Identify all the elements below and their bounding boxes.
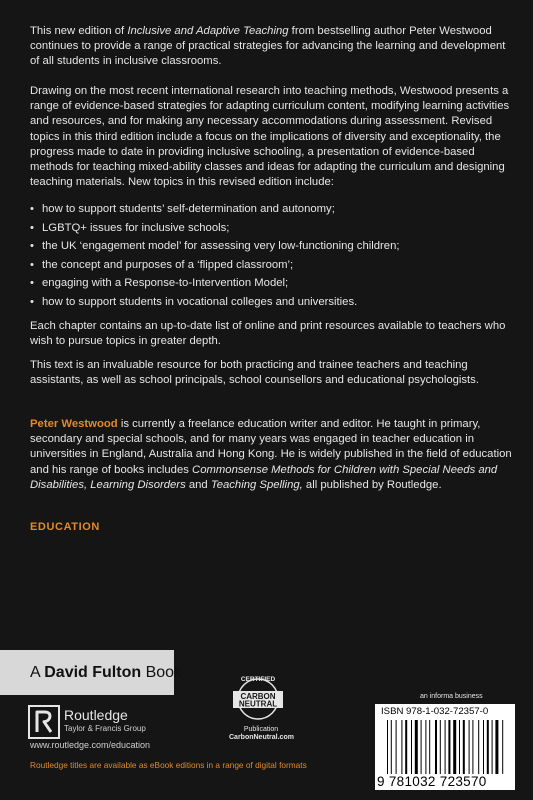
author-bio xyxy=(30,417,512,493)
badge-main-text-2: NEUTRAL xyxy=(238,699,278,709)
publisher-name: Routledge xyxy=(64,707,128,723)
list-item: • the UK ‘engagement model’ for assessing very low-functioning children; xyxy=(30,240,400,252)
routledge-logo-icon xyxy=(28,705,60,739)
bio-text-end: all published by Routledge. xyxy=(302,478,442,491)
list-item: • the concept and purposes of a ‘flipped classroom’; xyxy=(30,258,294,271)
author-name: Peter Westwood xyxy=(30,418,118,430)
intro-paragraph xyxy=(30,24,512,70)
publisher-url: www.routledge.com/education xyxy=(30,740,151,750)
resources-text: Each chapter contains an up-to-date list of online and print resources available to teachers who wish to pursue topics in greater depth. xyxy=(30,320,506,348)
informa-tagline: an informa business xyxy=(420,693,483,700)
imprint-banner xyxy=(0,650,183,695)
barcode-digits: 9 781032 723570 xyxy=(377,774,487,789)
isbn-text: ISBN 978-1-032-72357-0 xyxy=(381,706,489,717)
carbon-url: CarbonNeutral.com xyxy=(229,734,294,741)
intro-text-cont: from bestselling author Peter Westwood continues to provide a range of practical strategies for advancing the learning and development of all students in inclusive classrooms. xyxy=(30,25,506,68)
list-item-text: LGBTQ+ issues for inclusive schools; xyxy=(42,221,230,234)
audience-text: This text is an invaluable resource for both practicing and trainee teachers and teaching assistants, as well as school principals, school counsellors and educational psychologists. xyxy=(30,359,479,387)
book-title: Inclusive and Adaptive Teaching xyxy=(127,25,289,37)
imprint-name: David Fulton xyxy=(44,663,142,681)
publisher-group: Taylor & Francis Group xyxy=(64,724,146,733)
badge-main-text-1: CARBON xyxy=(240,692,276,701)
list-item: • LGBTQ+ issues for inclusive schools; xyxy=(30,221,230,234)
research-text: Drawing on the most recent international research into teaching methods, Westwood presents a range of evidence-based strategies for adapting curriculum content, modifying learning activities and resources, and for making any necessary accommodations during assessment. Revised topics in this third edition include a focus on the implications of diversity and exceptionality, the progress made to date in providing inclusive schooling, a presentation of evidence-based methods for teaching mixed-ability classes and ideas for adapting the curriculum and designing teaching materials. New topics in this revised edition include: xyxy=(30,85,510,189)
research-paragraph xyxy=(30,84,512,190)
book-title-spelling: Teaching Spelling, xyxy=(210,478,303,491)
carbon-neutral-caption xyxy=(229,726,293,742)
imprint-suffix: Book xyxy=(141,663,183,681)
carbon-publication-label: Publication xyxy=(243,726,279,733)
carbon-neutral-badge-icon xyxy=(229,673,287,723)
list-item-text: engaging with a Response-to-Intervention Model; xyxy=(42,277,289,289)
intro-text: This new edition of xyxy=(30,25,128,37)
book-titles: Commonsense Methods for Children with Special Needs and Disabilities, Learning Disorders xyxy=(30,463,498,491)
subject-label: EDUCATION xyxy=(30,521,100,533)
list-item-text: the UK ‘engagement model’ for assessing very low-functioning children; xyxy=(42,240,400,252)
list-item: • how to support students’ self-determination and autonomy; xyxy=(30,203,335,215)
ebook-note: Routledge titles are available as eBook editions in a range of digital formats xyxy=(30,760,307,770)
resources-paragraph xyxy=(30,319,512,349)
list-item-text: the concept and purposes of a ‘flipped classroom’; xyxy=(42,258,294,271)
audience-paragraph xyxy=(30,358,512,388)
list-item-text: how to support students’ self-determination and autonomy; xyxy=(42,203,335,215)
bio-text: is currently a freelance education writer and editor. He taught in primary, secondary and special schools, and for many years was engaged in teacher education in universities in England, Australia and Hong Kong. He is widely published in the field of education and his range of books includes xyxy=(30,418,512,476)
badge-top-text: CERTIFIED xyxy=(240,676,276,683)
isbn-barcode-box xyxy=(375,704,515,790)
new-topics-list xyxy=(30,200,512,311)
list-item: • how to support students in vocational colleges and universities. xyxy=(30,295,358,308)
barcode-icon xyxy=(387,720,505,776)
imprint-prefix: A xyxy=(30,663,45,681)
list-item-text: how to support students in vocational colleges and universities. xyxy=(42,295,358,308)
list-item: • engaging with a Response-to-Intervention Model; xyxy=(30,277,289,289)
bio-connector: and xyxy=(185,478,211,491)
